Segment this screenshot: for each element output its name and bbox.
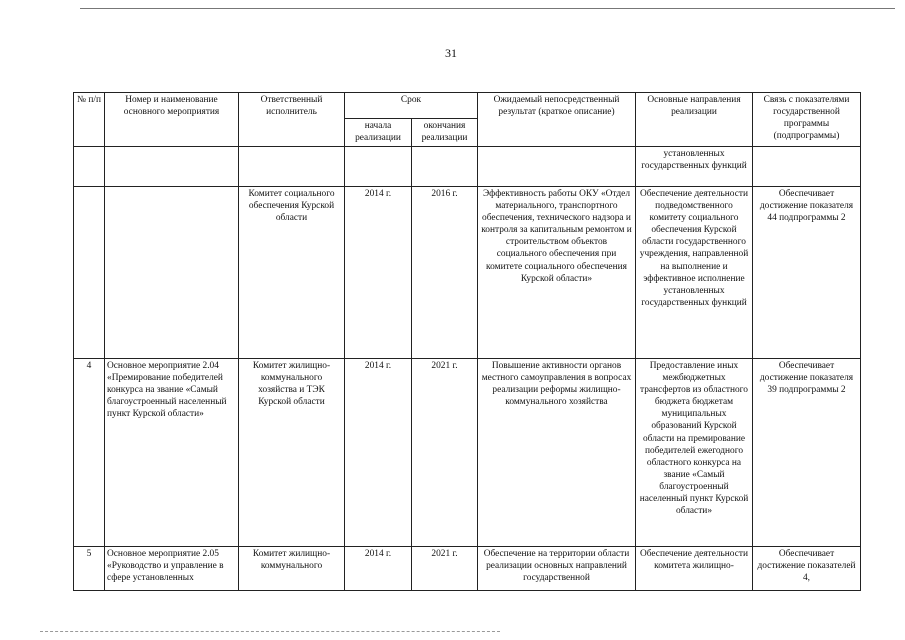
header-row	[74, 93, 861, 119]
cell-end: 2021 г.	[412, 547, 478, 591]
cell-num	[74, 147, 105, 187]
cell-directions: Предоставление иных межбюджетных трансфертов из областного бюджета бюджетам муниципальных образований Курской области на премирование победителей ежегодного областного конкурса на звание «Самый благоустроенный населенный пункт Курской области»	[636, 359, 753, 547]
activities-table	[73, 92, 861, 591]
header-start: начала реализации	[345, 119, 412, 147]
cell-result: Повышение активности органов местного самоуправления в вопросах реализации реформы жилищно-коммунального хозяйства	[478, 359, 636, 547]
cell-result	[478, 147, 636, 187]
cell-name	[105, 187, 239, 359]
cell-end: 2016 г.	[412, 187, 478, 359]
header-directions: Основные направления реализации	[636, 93, 753, 147]
header-indicators: Связь с показателями государственной программы (подпрограммы)	[753, 93, 861, 147]
cell-start: 2014 г.	[345, 547, 412, 591]
bottom-rule	[40, 631, 500, 632]
table-row	[74, 359, 861, 547]
cell-executor: Комитет социального обеспечения Курской области	[239, 187, 345, 359]
header-executor: Ответственный исполнитель	[239, 93, 345, 147]
header-result: Ожидаемый непосредственный результат (краткое описание)	[478, 93, 636, 147]
header-num: № п/п	[74, 93, 105, 147]
cell-executor: Комитет жилищно-коммунального хозяйства и ТЭК Курской области	[239, 359, 345, 547]
cell-result: Эффективность работы ОКУ «Отдел материального, транспортного обеспечения, технического надзора и контроля за капитальным ремонтом и строительством объектов социального обеспечения при комитете социального обеспечения Курской области»	[478, 187, 636, 359]
cell-end	[412, 147, 478, 187]
cell-num: 4	[74, 359, 105, 547]
table-row	[74, 187, 861, 359]
cell-num: 5	[74, 547, 105, 591]
cell-end: 2021 г.	[412, 359, 478, 547]
table-row	[74, 147, 861, 187]
cell-executor	[239, 147, 345, 187]
cell-start	[345, 147, 412, 187]
cell-directions: установленных государственных функций	[636, 147, 753, 187]
cell-name	[105, 147, 239, 187]
header-name: Номер и наименование основного мероприятия	[105, 93, 239, 147]
cell-num	[74, 187, 105, 359]
cell-indicators: Обеспечивает достижение показателей 4,	[753, 547, 861, 591]
cell-start: 2014 г.	[345, 359, 412, 547]
cell-directions: Обеспечение деятельности подведомственного комитету социального обеспечения Курской области государственного учреждения, направленной на выполнение и эффективное исполнение установленных государственных функций	[636, 187, 753, 359]
cell-executor: Комитет жилищно-коммунального	[239, 547, 345, 591]
cell-name: Основное мероприятие 2.04 «Премирование победителей конкурса на звание «Самый благоустроенный населенный пункт Курской области»	[105, 359, 239, 547]
page-number: 31	[445, 46, 457, 60]
cell-indicators: Обеспечивает достижение показателя 39 подпрограммы 2	[753, 359, 861, 547]
cell-start: 2014 г.	[345, 187, 412, 359]
cell-indicators: Обеспечивает достижение показателя 44 подпрограммы 2	[753, 187, 861, 359]
top-rule	[80, 8, 895, 9]
table-row	[74, 547, 861, 591]
cell-indicators	[753, 147, 861, 187]
cell-result: Обеспечение на территории области реализации основных направлений государственной	[478, 547, 636, 591]
header-term: Срок	[345, 93, 478, 119]
cell-directions: Обеспечение деятельности комитета жилищно-	[636, 547, 753, 591]
header-end: окончания реализации	[412, 119, 478, 147]
cell-name: Основное мероприятие 2.05 «Руководство и управление в сфере установленных	[105, 547, 239, 591]
